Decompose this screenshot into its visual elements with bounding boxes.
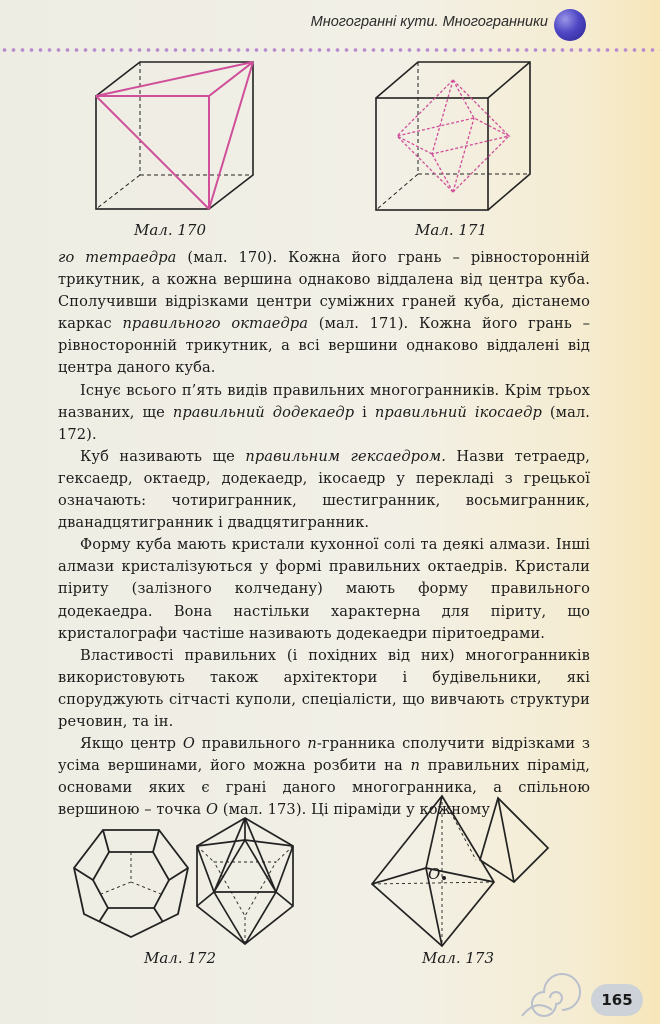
- header-ball-icon: [554, 9, 586, 41]
- page-number: 165: [591, 984, 643, 1016]
- figure-173-octahedron-pyramids: [366, 786, 556, 954]
- figure-170-cube-tetrahedron: [90, 56, 260, 218]
- caption-fig-171: Мал. 171: [415, 221, 488, 239]
- swirl-decoration-icon: [510, 970, 590, 1024]
- dotted-divider: [0, 45, 660, 55]
- paragraph-2: Існує всього п’ять видів правильних многогранників. Крім трьох названих, ще правильний додекаедр і правильний ікосаедр (мал. 172).: [58, 381, 590, 443]
- paragraph-3: Куб називають ще правильним гексаедром. Назви тетраедр, гексаедр, октаедр, додекаедр, ікосаедр у перекладі з грецької означають: чотиригранник, шестигранник, восьмигранник, дванадцятигранник і двадцятигранник.: [58, 447, 590, 532]
- figure-171-cube-octahedron: [368, 56, 538, 218]
- body-text: [58, 247, 590, 821]
- caption-fig-170: Мал. 170: [134, 221, 207, 239]
- figure-172-icosahedron: [190, 812, 300, 950]
- running-header: [0, 0, 660, 52]
- header-title: Многогранні кути. Многогранники: [310, 14, 548, 30]
- caption-fig-172: Мал. 172: [144, 949, 217, 967]
- paragraph-1: го тетраедра (мал. 170). Кожна його грань – рівносторонній трикутник, а кожна вершина однаково віддалена від центра куба. Сполучивши відрізками центри суміжних граней куба, дістанемо каркас правильного октаедра (мал. 171). Кожна його грань – рівносторонній трикутник, а всі вершини однаково віддалені від центра даного куба.: [58, 249, 590, 377]
- paragraph-4: Форму куба мають кристали кухонної солі та деякі алмази. Інші алмази кристалізуються у формі правильних октаедрів. Кристали піриту (залізного колчедану) мають форму правильного додекаедра. Вона настільки характерна для піриту, що кристалографи частіше називають додекаедри піритоедрами.: [58, 536, 590, 642]
- paragraph-6: Якщо центр O правильного n-гранника сполучити відрізками з усіма вершинами, його можна розбити на n правильних пірамід, основами яких є грані даного многогранника, а спільною вершиною – точка O (мал. 173). Ці піраміди у кожному: [58, 735, 590, 819]
- caption-fig-173: Мал. 173: [422, 949, 495, 967]
- figure-172-dodecahedron: [66, 822, 196, 944]
- paragraph-5: Властивості правильних (і похідних від них) многогранників використовують також архітектори і будівельники, які споруджують сітчасті куполи, спеціалісти, що вивчають структури речовин, та ін.: [58, 646, 590, 730]
- point-label-o: O: [428, 865, 441, 883]
